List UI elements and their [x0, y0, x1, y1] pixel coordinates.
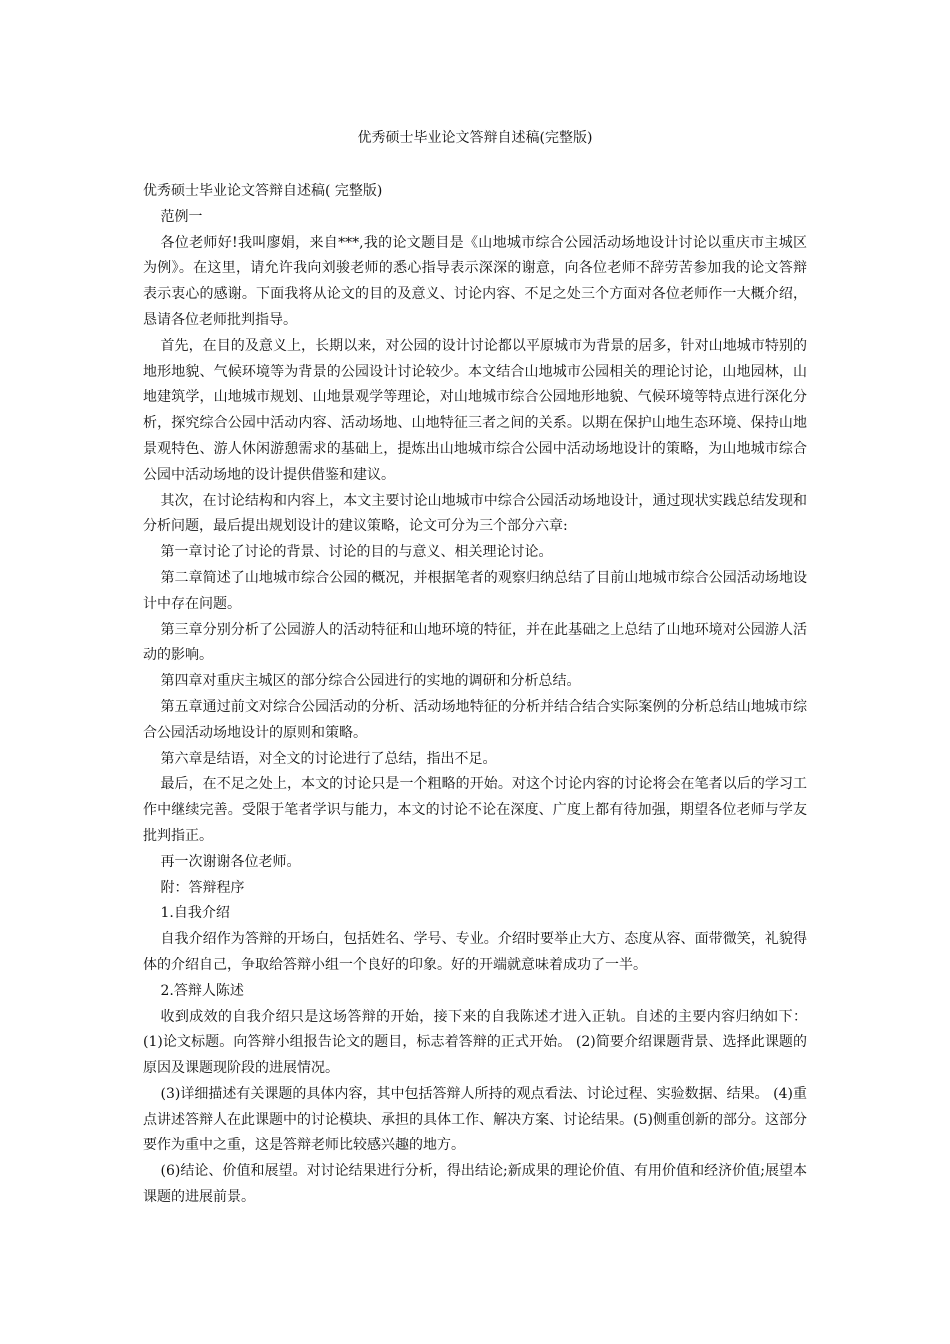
example-label: 范例一 — [160, 208, 203, 225]
paragraph-thanks: 再一次谢谢各位老师。 — [160, 853, 301, 870]
body-heading: 优秀硕士毕业论文答辩自述稿( 完整版) — [143, 183, 383, 199]
paragraph-self-intro: 自我介绍作为答辩的开场白，包括姓名、学号、专业。介绍时要举止大方、态度从容、面带微笑，礼貌得体的介绍自己，争取给答辩小组一个良好的印象。好的开端就意味着成功了一半。 — [143, 931, 807, 973]
paragraph-statement-3: (6)结论、价值和展望。对讨论结果进行分析，得出结论;新成果的理论价值、有用价值和经济价值;展望本课题的进展前景。 — [143, 1163, 807, 1206]
paragraph-purpose: 首先，在目的及意义上，长期以来，对公园的设计讨论都以平原城市为背景的居多，针对山地城市特别的地形地貌、气候环境等为背景的公园设计讨论较少。本文结合山地城市公园相关的理论讨论，山地园林，山地建筑学，山地城市规划、山地景观学等理论，对山地城市综合公园地形地貌、气候环境等特点进行深化分析，探究综合公园中活动内容、活动场地、山地特征三者之间的关系。以期在保护山地生态环境、保持山地景观特色、游人休闲游憩需求的基础上，提炼出山地城市综合公园中活动场地设计的策略，为山地城市综合公园中活动场地的设计提供借鉴和建议。 — [143, 337, 807, 483]
paragraph-statement-2: (3)详细描述有关课题的具体内容，其中包括答辩人所持的观点看法、讨论过程、实验数据、结果。 (4)重点讲述答辩人在此课题中的讨论模块、承担的具体工作、解决方案、讨论结果。(5)侧重创新的部分。这部分要作为重中之重，这是答辩老师比较感兴趣的地方。 — [143, 1085, 807, 1154]
paragraph-chapter-6: 第六章是结语，对全文的讨论进行了总结，指出不足。 — [160, 750, 497, 767]
appendix-heading: 附：答辩程序 — [160, 879, 245, 896]
paragraph-chapter-1: 第一章讨论了讨论的背景、讨论的目的与意义、相关理论讨论。 — [160, 544, 553, 561]
section-self-intro-heading: 1.自我介绍 — [160, 905, 230, 922]
paragraph-chapter-5: 第五章通过前文对综合公园活动的分析、活动场地特征的分析并结合结合实际案例的分析总结山地城市综合公园活动场地设计的原则和策略。 — [143, 698, 807, 741]
paragraph-greeting: 各位老师好!我叫廖娟，来自***,我的论文题目是《山地城市综合公园活动场地设计讨论以重庆市主城区为例》。在这里，请允许我向刘骏老师的悉心指导表示深深的谢意，向各位老师不辞劳苦参加我的论文答辩表示衷心的感谢。下面我将从论文的目的及意义、讨论内容、不足之处三个方面对各位老师作一大概介绍，恳请各位老师批判指导。 — [143, 234, 807, 328]
section-statement-heading: 2.答辩人陈述 — [160, 982, 244, 999]
paragraph-chapter-4: 第四章对重庆主城区的部分综合公园进行的实地的调研和分析总结。 — [160, 673, 581, 690]
paragraph-statement-1: 收到成效的自我介绍只是这场答辩的开始，接下来的自我陈述才进入正轨。自述的主要内容归纳如下： (1)论文标题。向答辩小组报告论文的题目，标志着答辩的正式开始。 (2)简要介绍课题背景、选择此课题的原因及课题现阶段的进展情况。 — [143, 1008, 807, 1077]
paragraph-chapter-2: 第二章简述了山地城市综合公园的概况，并根据笔者的观察归纳总结了目前山地城市综合公园活动场地设计中存在问题。 — [143, 569, 807, 612]
document-body — [143, 179, 807, 1211]
paragraph-structure: 其次，在讨论结构和内容上，本文主要讨论山地城市中综合公园活动场地设计，通过现状实践总结发现和分析问题，最后提出规划设计的建议策略，论文可分为三个部分六章: — [143, 492, 807, 535]
paragraph-chapter-3: 第三章分别分析了公园游人的活动特征和山地环境的特征，并在此基础之上总结了山地环境对公园游人活动的影响。 — [143, 621, 807, 664]
document-title: 优秀硕士毕业论文答辩自述稿(完整版) — [357, 130, 593, 146]
paragraph-shortcomings: 最后，在不足之处上，本文的讨论只是一个粗略的开始。对这个讨论内容的讨论将会在笔者以后的学习工作中继续完善。受限于笔者学识与能力，本文的讨论不论在深度、广度上都有待加强，期望各位老师与学友批判指正。 — [143, 776, 807, 844]
